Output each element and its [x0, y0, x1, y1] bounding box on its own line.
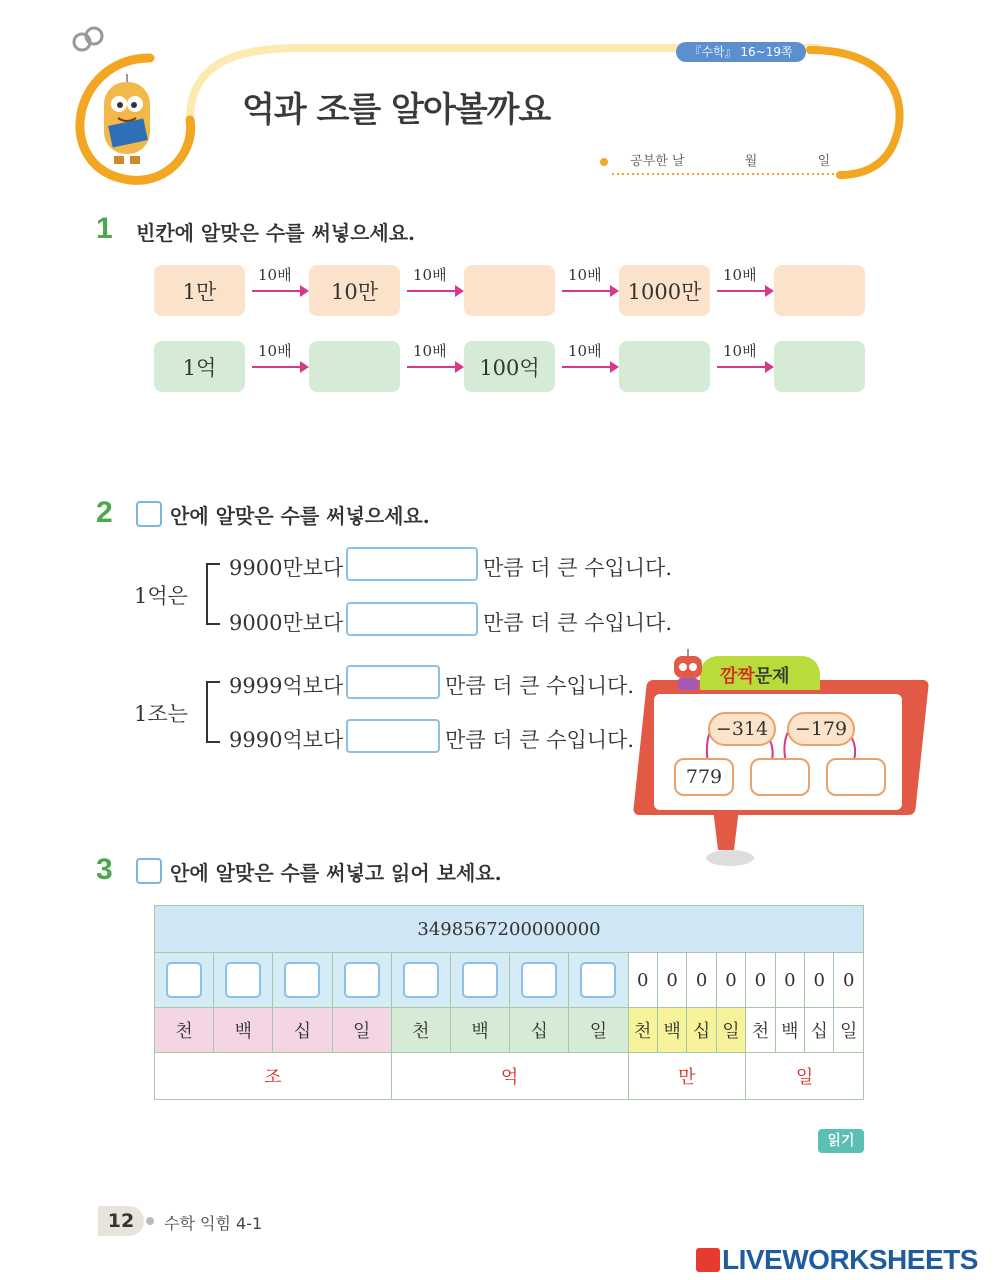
digit-cell[interactable]: [391, 953, 450, 1008]
arrow-right-icon: [300, 361, 309, 373]
digit-cell[interactable]: [510, 953, 569, 1008]
q1-row2-answer-2[interactable]: [309, 341, 400, 392]
digit-value: 0: [775, 953, 804, 1008]
arrow-right-icon: [765, 285, 774, 297]
place-label: 천: [628, 1008, 657, 1053]
operation-minus-314: −314: [708, 712, 776, 746]
q1-row1-cell-1: 1만: [154, 265, 245, 316]
place-label: 십: [510, 1008, 569, 1053]
place-label: 십: [273, 1008, 332, 1053]
arrow-label: 10배: [568, 342, 602, 360]
arrow-right-icon: [765, 361, 774, 373]
surprise-answer-1[interactable]: [750, 758, 810, 796]
digit-cell[interactable]: [569, 953, 628, 1008]
arrow-right-icon: [610, 285, 619, 297]
robot-character-icon: [92, 72, 162, 167]
arrow-label: 10배: [723, 342, 757, 360]
q1-row2-answer-5[interactable]: [774, 341, 865, 392]
arrow-label: 10배: [413, 266, 447, 284]
bracket: [206, 681, 220, 743]
arrow-label: 10배: [723, 266, 757, 284]
q2-answer-3[interactable]: [346, 665, 440, 699]
suffix-text: 만큼 더 큰 수입니다.: [483, 556, 672, 580]
digit-value: 0: [716, 953, 745, 1008]
blank-box-icon: [136, 858, 162, 884]
digit-value: 0: [687, 953, 716, 1008]
place-label: 백: [775, 1008, 804, 1053]
arrow-right-icon: [455, 285, 464, 297]
digit-cell[interactable]: [450, 953, 509, 1008]
digit-cell[interactable]: [332, 953, 391, 1008]
digit-value: 0: [746, 953, 775, 1008]
group1-item-2: 9000만보다: [229, 611, 344, 635]
digit-cell[interactable]: [155, 953, 214, 1008]
operation-minus-179: −179: [787, 712, 855, 746]
question-1-text: 빈칸에 알맞은 수를 써넣으세요.: [136, 221, 416, 245]
month-label: 월: [744, 154, 758, 169]
digit-input[interactable]: [166, 962, 202, 998]
digit-input[interactable]: [225, 962, 261, 998]
study-date: [600, 150, 830, 169]
bracket: [206, 563, 220, 625]
times-ten-arrow: [717, 340, 773, 380]
q2-answer-2[interactable]: [346, 602, 478, 636]
page-title: 억과 조를 알아볼까요: [242, 90, 551, 130]
book-title: 수학 익힘 4-1: [164, 1214, 263, 1233]
bullet-dot-icon: [600, 158, 608, 166]
q1-row1-answer-3[interactable]: [464, 265, 555, 316]
question-3-text: 안에 알맞은 수를 써넣고 읽어 보세요.: [136, 857, 502, 886]
place-label: 천: [155, 1008, 214, 1053]
place-label: 일: [716, 1008, 745, 1053]
surprise-title: 깜짝문제: [720, 666, 790, 687]
question-2-text: 안에 알맞은 수를 써넣으세요.: [136, 500, 430, 529]
digit-input[interactable]: [284, 962, 320, 998]
arrow-label: 10배: [258, 266, 292, 284]
arrow-label: 10배: [568, 266, 602, 284]
suffix-text: 만큼 더 큰 수입니다.: [483, 611, 672, 635]
group2-label: 1조는: [134, 702, 188, 726]
arrow-label: 10배: [258, 342, 292, 360]
place-label: 일: [332, 1008, 391, 1053]
digit-cell[interactable]: [273, 953, 332, 1008]
q1-row1-answer-5[interactable]: [774, 265, 865, 316]
read-button[interactable]: 읽기: [818, 1129, 864, 1153]
place-label: 백: [657, 1008, 686, 1053]
place-label: 천: [391, 1008, 450, 1053]
q1-row1-cell-2: 10만: [309, 265, 400, 316]
times-ten-arrow: [562, 264, 618, 304]
digit-cell[interactable]: [214, 953, 273, 1008]
group2-item-2: 9990억보다: [229, 728, 344, 752]
q1-row1-cell-4: 1000만: [619, 265, 710, 316]
unit-label-il: 일: [746, 1053, 864, 1100]
times-ten-arrow: [252, 340, 308, 380]
question-number-2: 2: [96, 496, 113, 529]
day-label: 일: [817, 154, 831, 169]
unit-label-man: 만: [628, 1053, 746, 1100]
group1-item-1: 9900만보다: [229, 556, 344, 580]
times-ten-arrow: [717, 264, 773, 304]
arrow-right-icon: [455, 361, 464, 373]
times-ten-arrow: [407, 264, 463, 304]
question-number-3: 3: [96, 853, 113, 886]
bullet-dot-icon: [146, 1217, 154, 1225]
q1-row2-cell-3: 100억: [464, 341, 555, 392]
place-label: 십: [687, 1008, 716, 1053]
target-number: 3498567200000000: [155, 906, 864, 953]
q1-row2-cell-1: 1억: [154, 341, 245, 392]
digit-input[interactable]: [344, 962, 380, 998]
mini-robot-icon: [668, 648, 708, 694]
suffix-text: 만큼 더 큰 수입니다.: [445, 728, 634, 752]
q2-answer-4[interactable]: [346, 719, 440, 753]
group1-label: 1억은: [134, 584, 188, 608]
page-number: 12: [98, 1206, 144, 1236]
digit-input[interactable]: [521, 962, 557, 998]
times-ten-arrow: [562, 340, 618, 380]
digit-input[interactable]: [403, 962, 439, 998]
place-label: 백: [214, 1008, 273, 1053]
surprise-answer-2[interactable]: [826, 758, 886, 796]
question-number-1: 1: [96, 212, 113, 245]
place-label: 일: [834, 1008, 864, 1053]
place-label: 십: [805, 1008, 834, 1053]
group2-item-1: 9999억보다: [229, 674, 344, 698]
place-label: 천: [746, 1008, 775, 1053]
digit-input[interactable]: [580, 962, 616, 998]
place-value-table: [154, 905, 864, 1100]
digit-value: 0: [628, 953, 657, 1008]
unit-label-eok: 억: [391, 1053, 628, 1100]
study-date-label: 공부한 날: [630, 154, 685, 169]
digit-value: 0: [657, 953, 686, 1008]
arrow-right-icon: [300, 285, 309, 297]
textbook-reference-tag: 『수학』 16~19쪽: [676, 42, 806, 62]
digit-input[interactable]: [462, 962, 498, 998]
arrow-right-icon: [610, 361, 619, 373]
place-label: 일: [569, 1008, 628, 1053]
live-badge-icon: [696, 1248, 720, 1272]
digit-value: 0: [834, 953, 864, 1008]
place-label: 백: [450, 1008, 509, 1053]
arrow-label: 10배: [413, 342, 447, 360]
digit-value: 0: [805, 953, 834, 1008]
brand-logo: LIVEWORKSHEETS: [696, 1244, 978, 1276]
times-ten-arrow: [407, 340, 463, 380]
q1-row2-answer-4[interactable]: [619, 341, 710, 392]
suffix-text: 만큼 더 큰 수입니다.: [445, 674, 634, 698]
start-value: 779: [674, 758, 734, 796]
blank-box-icon: [136, 501, 162, 527]
times-ten-arrow: [252, 264, 308, 304]
q2-answer-1[interactable]: [346, 547, 478, 581]
unit-label-jo: 조: [155, 1053, 392, 1100]
